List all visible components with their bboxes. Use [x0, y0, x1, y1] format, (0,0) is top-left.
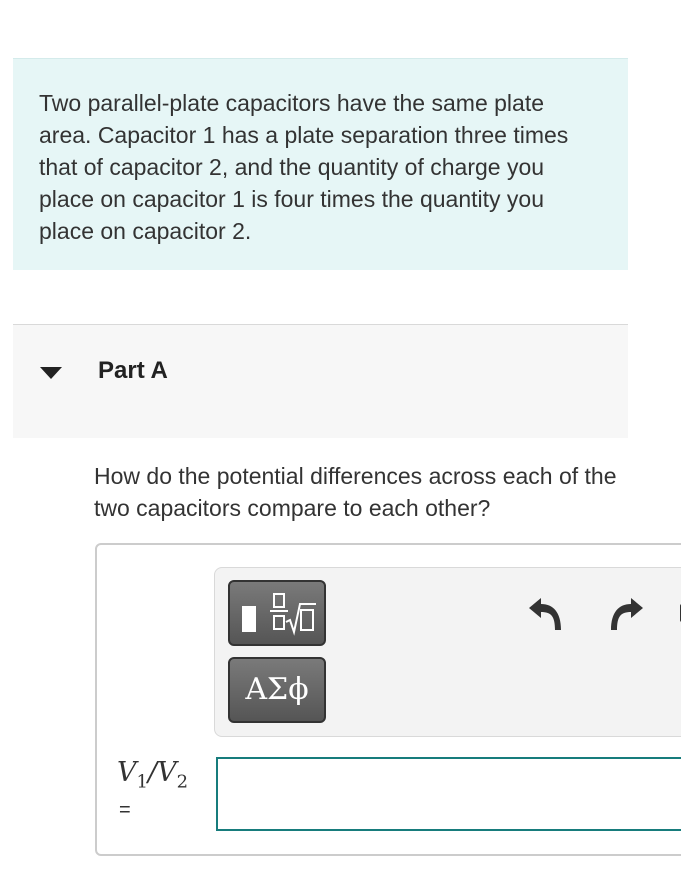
templates-button[interactable]	[228, 580, 326, 646]
answer-input[interactable]	[216, 757, 681, 831]
part-a-header[interactable]	[13, 324, 628, 438]
symbols-button[interactable]	[228, 657, 326, 723]
question-text: How do the potential differences across each of the two capacitors compare to each other?	[94, 463, 617, 521]
math-toolbar	[214, 567, 681, 737]
equals-sign: =	[119, 799, 131, 821]
fraction-root-icon	[230, 582, 324, 644]
redo-icon[interactable]	[605, 590, 645, 638]
problem-intro-panel	[13, 58, 628, 270]
answer-panel	[95, 543, 681, 856]
undo-icon[interactable]	[527, 590, 567, 638]
problem-intro-text: Two parallel-plate capacitors have the same plate area. Capacitor 1 has a plate separation three times that of capacitor 2, and the quantity of charge you place on capacitor 1 is four times the quantity you place on capacitor 2.	[39, 90, 569, 244]
symbols-label: ΑΣϕ	[245, 672, 309, 707]
collapse-caret-icon[interactable]	[40, 367, 62, 379]
part-title: Part A	[98, 357, 168, 384]
answer-variable-label: $V_1/V_2$	[117, 757, 189, 793]
